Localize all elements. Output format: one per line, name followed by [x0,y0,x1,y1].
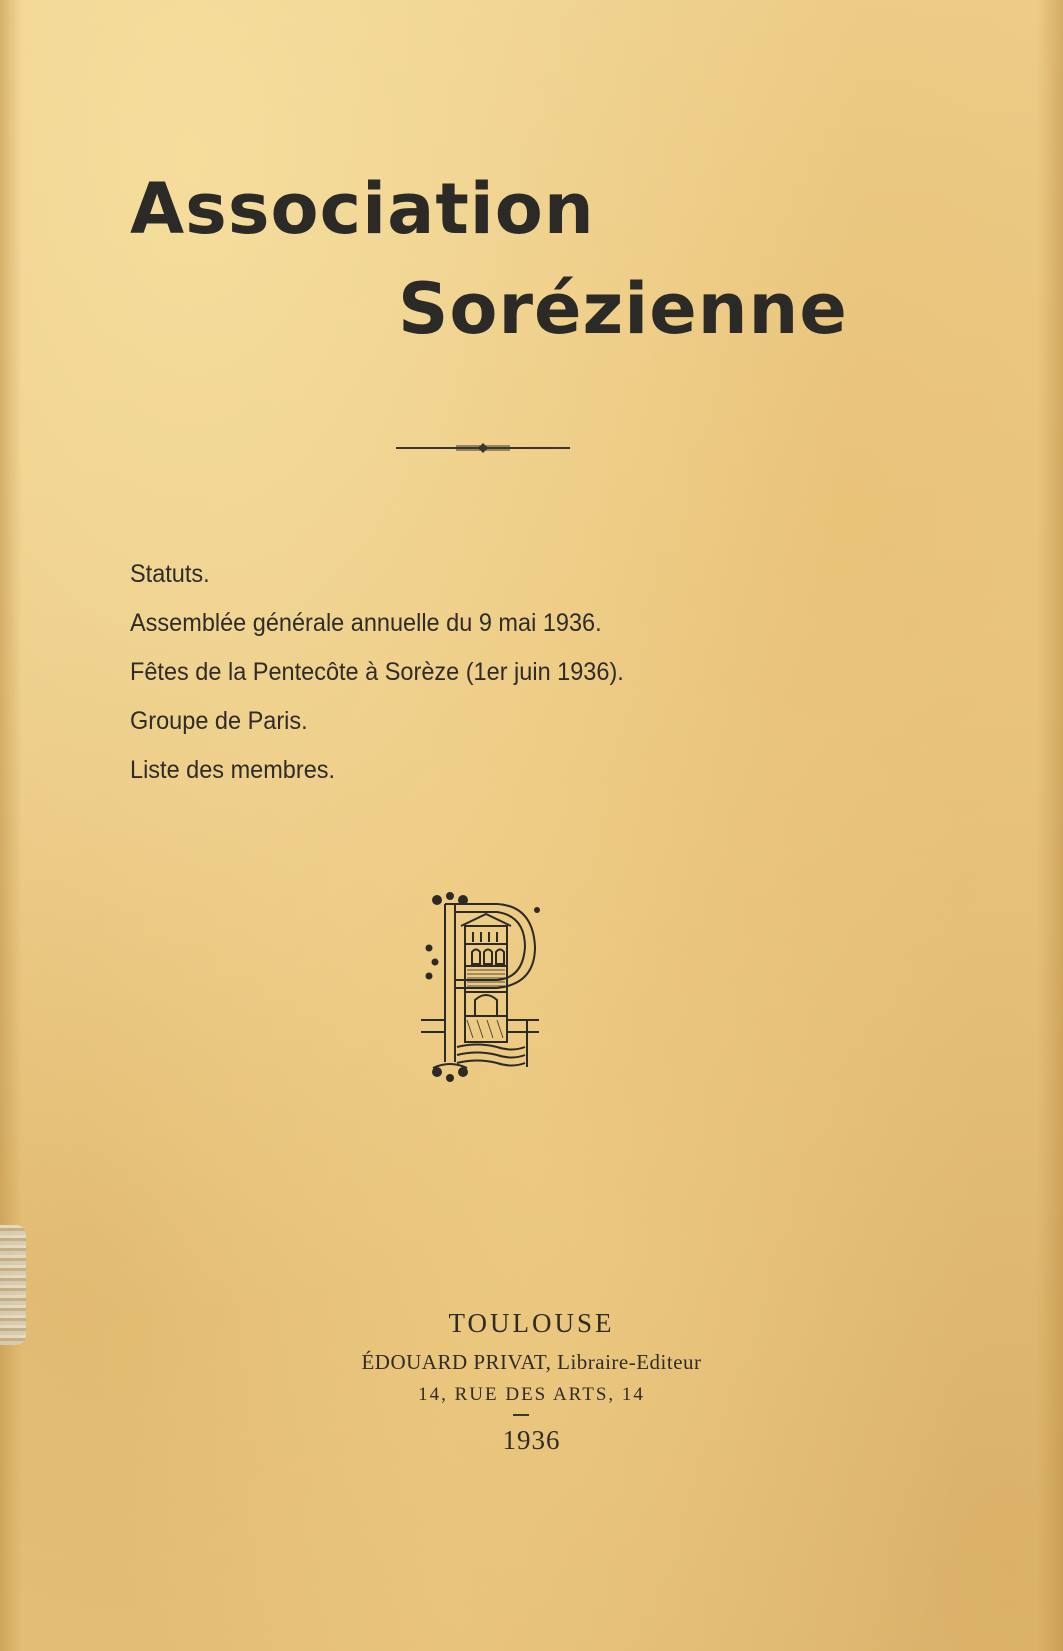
imprint-year: 1936 [502,1425,561,1455]
imprint-rule [513,1414,529,1416]
title-line-1: Association [130,168,595,250]
contents-item-fetes: Fêtes de la Pentecôte à Sorèze (1er juin 1936). [130,658,624,686]
contents-item-assemblee: Assemblée générale annuelle du 9 mai 1936. [130,609,602,637]
divider-ornament-icon [396,440,570,456]
contents-item-statuts: Statuts. [130,560,210,588]
imprint-city: TOULOUSE [448,1308,615,1338]
imprint-publisher: ÉDOUARD PRIVAT, Libraire-Editeur [361,1350,702,1374]
contents-list [130,550,624,795]
imprint-address: 14, RUE DES ARTS, 14 [418,1384,645,1405]
contents-item-groupe-paris: Groupe de Paris. [130,707,308,735]
illuminated-letter-p-icon [417,892,557,1087]
contents-item-liste-membres: Liste des membres. [130,756,336,784]
title-line-2: Sorézienne [398,268,848,350]
